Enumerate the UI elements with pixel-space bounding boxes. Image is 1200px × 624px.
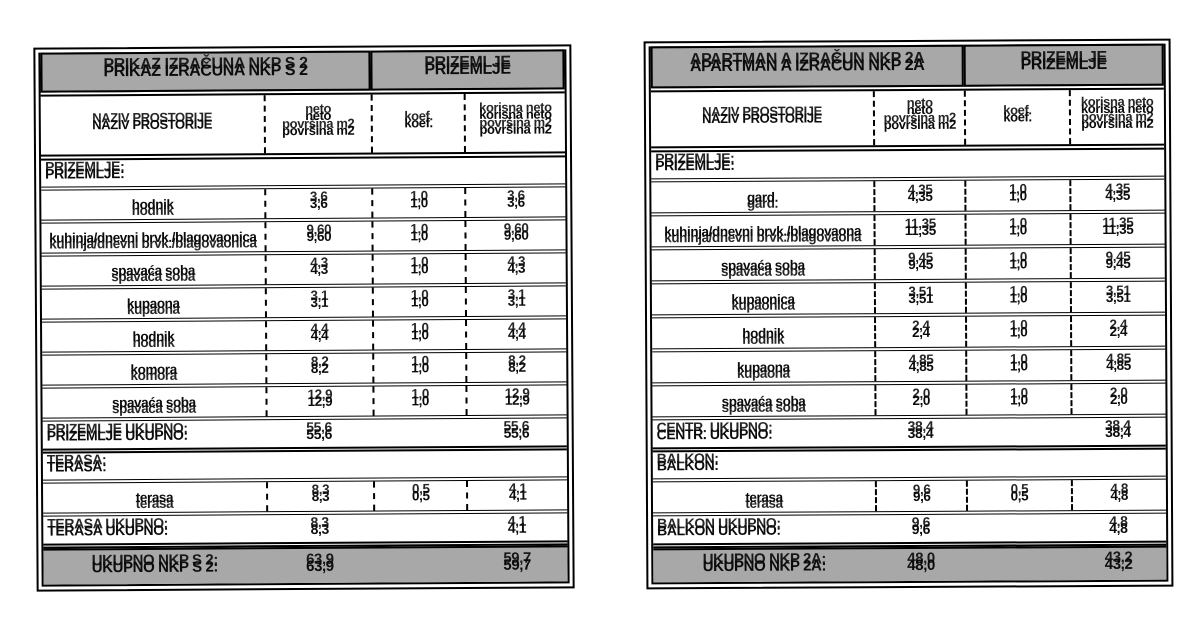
column-header-row	[41, 93, 565, 160]
section-label: PRIZEMLJE:	[45, 165, 125, 182]
coefficient-cell: 1,0	[966, 384, 1070, 415]
section-total-empty	[373, 514, 466, 542]
section-total-row	[43, 418, 567, 453]
coefficient-cell: 1,0	[372, 254, 465, 284]
table-row	[653, 480, 1166, 517]
room-name-cell: kupaonica	[731, 291, 795, 307]
table-title-main: APARTMAN A IZRAČUN NKP 2A	[651, 45, 964, 89]
section-total-empty	[966, 418, 1070, 446]
net-area-cell: 12,9	[265, 387, 373, 417]
coefficient-cell: 1,0	[965, 248, 1069, 279]
room-name-cell: spavaća soba	[721, 393, 806, 409]
col-header-room-name: NAZIV PROSTORIJE	[92, 116, 213, 132]
net-area-cell: 11,35	[874, 215, 965, 245]
section-header-row	[651, 150, 1164, 183]
net-area-cell: 3,1	[265, 288, 373, 318]
coefficient-cell: 1,0	[965, 316, 1069, 347]
table-title-main: PRIKAZ IZRAČUNA NKP S 2	[40, 51, 370, 93]
room-name-cell: komora	[130, 361, 177, 378]
section-header-row	[653, 450, 1166, 483]
table-title-row	[651, 46, 1164, 93]
coefficient-cell: 1,0	[965, 180, 1069, 211]
coefficient-cell: 1,0	[372, 221, 465, 251]
usable-area-cell: 11,35	[1069, 214, 1165, 244]
room-name-cell: gard.	[746, 189, 778, 205]
col-header-net-area: neto površina m2	[873, 91, 965, 145]
section-total-net: 9,6	[911, 520, 931, 537]
section-total-row	[43, 513, 567, 548]
room-name-cell: kupaona	[126, 295, 180, 312]
room-name-cell: kuhinja/dnevni brvk./blagovaona	[664, 222, 862, 239]
col-header-coefficient: koef.	[371, 94, 465, 153]
area-table-right	[644, 39, 1174, 590]
col-header-net-area: neto površina m2	[263, 95, 371, 154]
usable-area-cell: 9,60	[465, 220, 566, 250]
grand-total-empty	[374, 548, 467, 583]
usable-area-cell: 4,85	[1070, 350, 1166, 380]
net-area-cell: 2,0	[874, 385, 965, 415]
table-title-floor: PRIZEMLJE	[370, 49, 564, 90]
table-row	[42, 352, 566, 388]
room-name-cell: terasa	[745, 489, 783, 505]
usable-area-cell: 4,1	[466, 480, 567, 510]
section-label: BALKON:	[656, 456, 719, 474]
table-row	[42, 319, 566, 355]
section-total-net: 55,6	[306, 425, 332, 442]
net-area-cell: 8,2	[265, 354, 373, 384]
usable-area-cell: 3,51	[1069, 282, 1165, 312]
table-body-left	[41, 157, 567, 548]
table-row	[652, 282, 1165, 319]
section-total-usable: 4,1	[507, 519, 527, 536]
section-label: TERASA:	[46, 458, 107, 475]
net-area-cell: 8,3	[266, 482, 374, 512]
grand-total-row	[653, 546, 1166, 583]
section-total-label: CENTR. UKUPNO:	[656, 425, 773, 442]
net-area-cell: 9,60	[264, 222, 372, 252]
grand-total-label: UKUPNO NKP 2A:	[702, 556, 827, 575]
coefficient-cell: 1,0	[372, 287, 465, 317]
grand-total-empty	[967, 548, 1071, 581]
usable-area-cell: 8,2	[466, 352, 567, 382]
col-header-usable-area: korisna neto površina m2	[464, 93, 565, 152]
section-total-label: TERASA UKUPNO:	[47, 521, 169, 539]
coefficient-cell: 1,0	[373, 386, 466, 416]
usable-area-cell: 2,0	[1070, 384, 1166, 414]
usable-area-cell: 4,3	[465, 253, 566, 283]
table-title-floor: PRIZEMLJE	[964, 44, 1164, 87]
section-total-label: PRIZEMLJE UKUPNO:	[46, 426, 188, 444]
usable-area-cell: 2,4	[1070, 316, 1166, 346]
coefficient-cell: 1,0	[966, 350, 1070, 381]
net-area-cell: 4,3	[264, 255, 372, 285]
usable-area-cell: 4,35	[1069, 180, 1165, 210]
coefficient-cell: 1,0	[965, 282, 1069, 313]
grand-total-net: 63,9	[306, 557, 334, 575]
table-row	[652, 384, 1165, 421]
section-header-row	[43, 450, 567, 483]
net-area-cell: 9,6	[875, 481, 966, 511]
section-header-row	[41, 157, 565, 190]
room-name-cell: terasa	[135, 489, 174, 506]
table-row	[41, 187, 565, 223]
table-row	[652, 350, 1165, 387]
net-area-cell: 2,4	[874, 317, 965, 347]
usable-area-cell: 4,8	[1070, 480, 1166, 510]
coefficient-cell: 1,0	[965, 214, 1069, 245]
grand-total-label: UKUPNO NKP S 2:	[91, 558, 219, 576]
table-row	[42, 385, 566, 421]
net-area-cell: 4,85	[874, 351, 965, 381]
room-name-cell: spavaća soba	[720, 257, 805, 273]
room-name-cell: kuhinja/dnevni brvk./blagovaonica	[49, 229, 257, 246]
room-name-cell: spavaća soba	[111, 262, 195, 279]
net-area-cell: 3,51	[874, 283, 965, 313]
coefficient-cell: 0,5	[373, 481, 466, 511]
section-total-usable: 38,4	[1105, 423, 1131, 440]
section-total-row	[653, 514, 1166, 549]
column-header-row	[651, 90, 1164, 153]
section-total-net: 38,4	[907, 424, 934, 441]
coefficient-cell: 1,0	[371, 188, 464, 218]
section-total-row	[653, 418, 1166, 453]
col-header-room-name: NAZIV PROSTORIJE	[702, 109, 822, 126]
section-total-empty	[966, 514, 1070, 542]
room-name-cell: hodnik	[132, 328, 175, 345]
room-name-cell: hodnik	[131, 196, 174, 213]
table-row	[41, 220, 565, 256]
usable-area-cell: 3,1	[465, 286, 566, 316]
col-header-usable-area: korisna neto površina m2	[1068, 90, 1164, 144]
grand-total-usable: 43,2	[1104, 555, 1133, 573]
grand-total-net: 48,0	[907, 556, 935, 574]
section-total-usable: 4,8	[1109, 519, 1128, 536]
section-total-usable: 55,6	[503, 424, 530, 441]
usable-area-cell: 4,4	[465, 319, 566, 349]
section-label: PRIZEMLJE:	[655, 156, 735, 174]
table-row	[651, 180, 1164, 217]
coefficient-cell: 0,5	[966, 480, 1070, 511]
table-row	[652, 316, 1165, 353]
grand-total-row	[43, 545, 567, 584]
net-area-cell: 3,6	[264, 189, 372, 219]
col-header-coefficient: koef.	[964, 90, 1068, 145]
grand-total-usable: 59,7	[503, 556, 532, 574]
section-total-label: BALKON UKUPNO:	[657, 521, 781, 538]
section-total-net: 8,3	[310, 520, 329, 537]
net-area-cell: 4,4	[265, 321, 373, 351]
table-row	[652, 248, 1165, 285]
usable-area-cell: 9,45	[1069, 248, 1165, 278]
table-body-right	[651, 150, 1166, 549]
table-row	[651, 214, 1164, 251]
table-row	[42, 253, 566, 289]
table-row	[43, 480, 567, 516]
area-table-left	[33, 44, 574, 591]
usable-area-cell: 3,6	[465, 187, 566, 217]
section-total-empty	[373, 419, 466, 447]
table-title-row	[40, 51, 564, 96]
net-area-cell: 9,45	[874, 249, 965, 279]
table-row	[42, 286, 566, 322]
coefficient-cell: 1,0	[372, 320, 465, 350]
coefficient-cell: 1,0	[372, 353, 465, 383]
room-name-cell: hodnik	[742, 325, 785, 341]
room-name-cell: spavaća soba	[111, 394, 196, 411]
net-area-cell: 4,35	[873, 181, 964, 211]
usable-area-cell: 12,9	[466, 385, 567, 415]
room-name-cell: kupaona	[736, 359, 790, 375]
